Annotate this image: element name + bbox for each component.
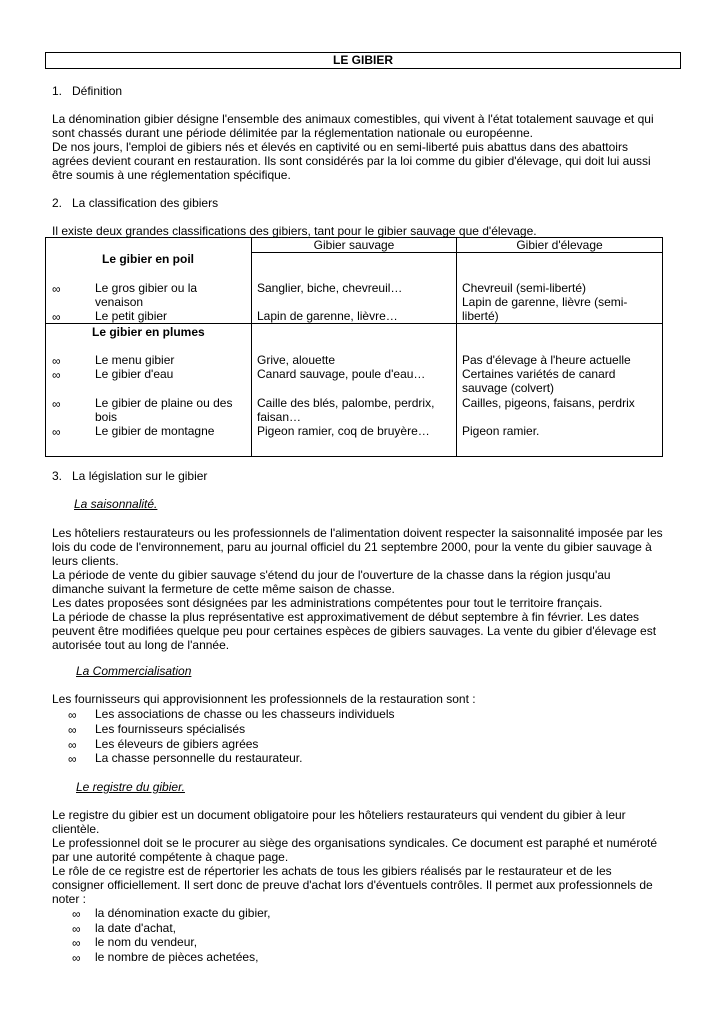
registre-item: le nom du vendeur, — [95, 935, 198, 949]
section-1-heading: 1. Définition — [52, 84, 123, 98]
paragraph-line: clientèle. — [52, 822, 100, 836]
plumes-sauvage-text: Caille des blés, palombe, perdrix, — [257, 396, 435, 410]
supplier-item: Les fournisseurs spécialisés — [95, 722, 246, 736]
plumes-elevage-cell — [457, 324, 663, 457]
plumes-item: Le gibier de plaine ou des — [95, 396, 233, 410]
paragraph-line: La période de chasse la plus représentative est approximativement de début septembre à fin février. Les dates — [52, 610, 640, 624]
plumes-sauvage-text: Canard sauvage, poule d'eau… — [257, 367, 426, 381]
bullet-icon: ∞ — [72, 951, 81, 965]
paragraph-line: leurs clients. — [52, 554, 119, 568]
paragraph-line: autorisée tout au long de l'année. — [52, 638, 230, 652]
plumes-title: Le gibier en plumes — [92, 325, 205, 339]
plumes-elevage-text: Pas d'élevage à l'heure actuelle — [462, 353, 631, 367]
paragraph-line: Le registre du gibier est un document obligatoire pour les hôteliers restaurateurs qui vendent du gibier à leur — [52, 808, 626, 822]
bullet-icon: ∞ — [52, 368, 61, 382]
plumes-item: Le gibier de montagne — [95, 424, 215, 438]
poil-title: Le gibier en poil — [102, 252, 195, 266]
supplier-item: Les associations de chasse ou les chasseurs individuels — [95, 707, 395, 721]
bullet-icon: ∞ — [68, 708, 77, 722]
paragraph-line: par une autorité compétente à chaque page. — [52, 850, 289, 864]
plumes-item: Le gibier d'eau — [95, 367, 174, 381]
section-1-body — [52, 112, 677, 182]
poil-sauvage-text: Sanglier, biche, chevreuil… — [257, 281, 403, 295]
supplier-item: Les éleveurs de gibiers agrées — [95, 737, 259, 751]
supplier-item: La chasse personnelle du restaurateur. — [95, 751, 303, 765]
poil-item: Le petit gibier — [95, 309, 168, 323]
plumes-category-cell — [46, 324, 252, 457]
registre-item: la date d'achat, — [95, 921, 177, 935]
paragraph-line: Le professionnel doit se le procurer au siège des organisations syndicales. Ce document est paraphé et numéroté — [52, 836, 658, 850]
paragraph-line: peuvent être modifiées quelque peu pour certaines espèces de gibiers sauvages. La vente du gibier d'élevage est — [52, 624, 657, 638]
bullet-icon: ∞ — [52, 397, 61, 411]
paragraph-line: La dénomination gibier désigne l'ensemble des animaux comestibles, qui vivent à l'état totalement sauvage et qui — [52, 112, 654, 126]
poil-elevage-cell — [457, 253, 663, 324]
section-2-intro: Il existe deux grandes classifications des gibiers, tant pour le gibier sauvage que d'élevage. — [52, 224, 537, 238]
plumes-elevage-text: Certaines variétés de canard — [462, 367, 616, 381]
page-title: LE GIBIER — [45, 52, 681, 69]
poil-elevage-text: liberté) — [462, 309, 499, 323]
bullet-icon: ∞ — [52, 425, 61, 439]
paragraph-line: De nos jours, l'emploi de gibiers nés et élevés en captivité ou en semi-liberté puis abattus dans des abattoirs — [52, 140, 628, 154]
registre-item: la dénomination exacte du gibier, — [95, 906, 271, 920]
plumes-item: Le menu gibier — [95, 353, 175, 367]
saisonnalite-subheading: La saisonnalité. — [74, 497, 158, 511]
paragraph-line: Les dates proposées sont désignées par les administrations compétentes pour tout le territoire français. — [52, 596, 603, 610]
bullet-icon: ∞ — [68, 723, 77, 737]
saisonnalite-body — [52, 526, 677, 652]
paragraph-line: dimanche suivant la fermeture de cette même saison de chasse. — [52, 582, 395, 596]
bullet-icon: ∞ — [72, 922, 81, 936]
poil-elevage-text: Lapin de garenne, lièvre (semi- — [462, 295, 628, 309]
plumes-elevage-text: sauvage (colvert) — [462, 381, 555, 395]
paragraph-line: Le rôle de ce registre est de répertorier les achats de tous les gibiers réalisés par le restaurateur et de les — [52, 864, 612, 878]
poil-sauvage-cell — [252, 253, 457, 324]
bullet-icon: ∞ — [68, 752, 77, 766]
column-header-sauvage: Gibier sauvage — [252, 238, 457, 253]
classification-table — [45, 237, 663, 457]
paragraph-line: noter : — [52, 892, 87, 906]
poil-elevage-text: Chevreuil (semi-liberté) — [462, 281, 587, 295]
plumes-sauvage-text: faisan… — [257, 410, 302, 424]
paragraph-line: agrées devient courant en restauration. Ils sont considérés par la loi comme du gibier d'élevage, qui doit lui aussi — [52, 154, 651, 168]
paragraph-line: être soumis à une réglementation spécifique. — [52, 168, 291, 182]
bullet-icon: ∞ — [68, 738, 77, 752]
plumes-item: bois — [95, 410, 118, 424]
bullet-icon: ∞ — [52, 354, 61, 368]
commercialisation-intro: Les fournisseurs qui approvisionnent les professionnels de la restauration sont : — [52, 692, 476, 706]
poil-item: venaison — [95, 295, 144, 309]
poil-sauvage-text: Lapin de garenne, lièvre… — [257, 309, 398, 323]
plumes-elevage-text: Pigeon ramier. — [462, 424, 540, 438]
paragraph-line: consigner officiellement. Il sert donc de preuve d'achat lors d'éventuels contrôles. Il permet aux professionnels de — [52, 878, 653, 892]
registre-item: le nombre de pièces achetées, — [95, 950, 259, 964]
bullet-icon: ∞ — [52, 310, 61, 324]
plumes-sauvage-cell — [252, 324, 457, 457]
poil-item: Le gros gibier ou la — [95, 281, 198, 295]
bullet-icon: ∞ — [52, 282, 61, 296]
bullet-icon: ∞ — [72, 907, 81, 921]
paragraph-line: Les hôteliers restaurateurs ou les professionnels de l'alimentation doivent respecter la saisonnalité imposée par les — [52, 526, 663, 540]
section-3-heading: 3. La législation sur le gibier — [52, 469, 208, 483]
plumes-elevage-text: Cailles, pigeons, faisans, perdrix — [462, 396, 635, 410]
section-2-heading: 2. La classification des gibiers — [52, 196, 219, 210]
registre-subheading: Le registre du gibier. — [76, 780, 185, 794]
column-header-elevage: Gibier d'élevage — [457, 238, 663, 253]
plumes-sauvage-text: Grive, alouette — [257, 353, 336, 367]
paragraph-line: sont chassés durant une période délimitée par la réglementation nationale ou européenne. — [52, 126, 533, 140]
registre-body — [52, 808, 677, 906]
plumes-sauvage-text: Pigeon ramier, coq de bruyère… — [257, 424, 430, 438]
bullet-icon: ∞ — [72, 936, 81, 950]
paragraph-line: lois du code de l'environnement, paru au journal officiel du 21 septembre 2000, pour la vente du gibier sauvage à — [52, 540, 652, 554]
paragraph-line: La période de vente du gibier sauvage s'étend du jour de l'ouverture de la chasse dans la région jusqu'au — [52, 568, 611, 582]
commercialisation-subheading: La Commercialisation — [76, 664, 192, 678]
poil-category-cell — [46, 238, 252, 324]
